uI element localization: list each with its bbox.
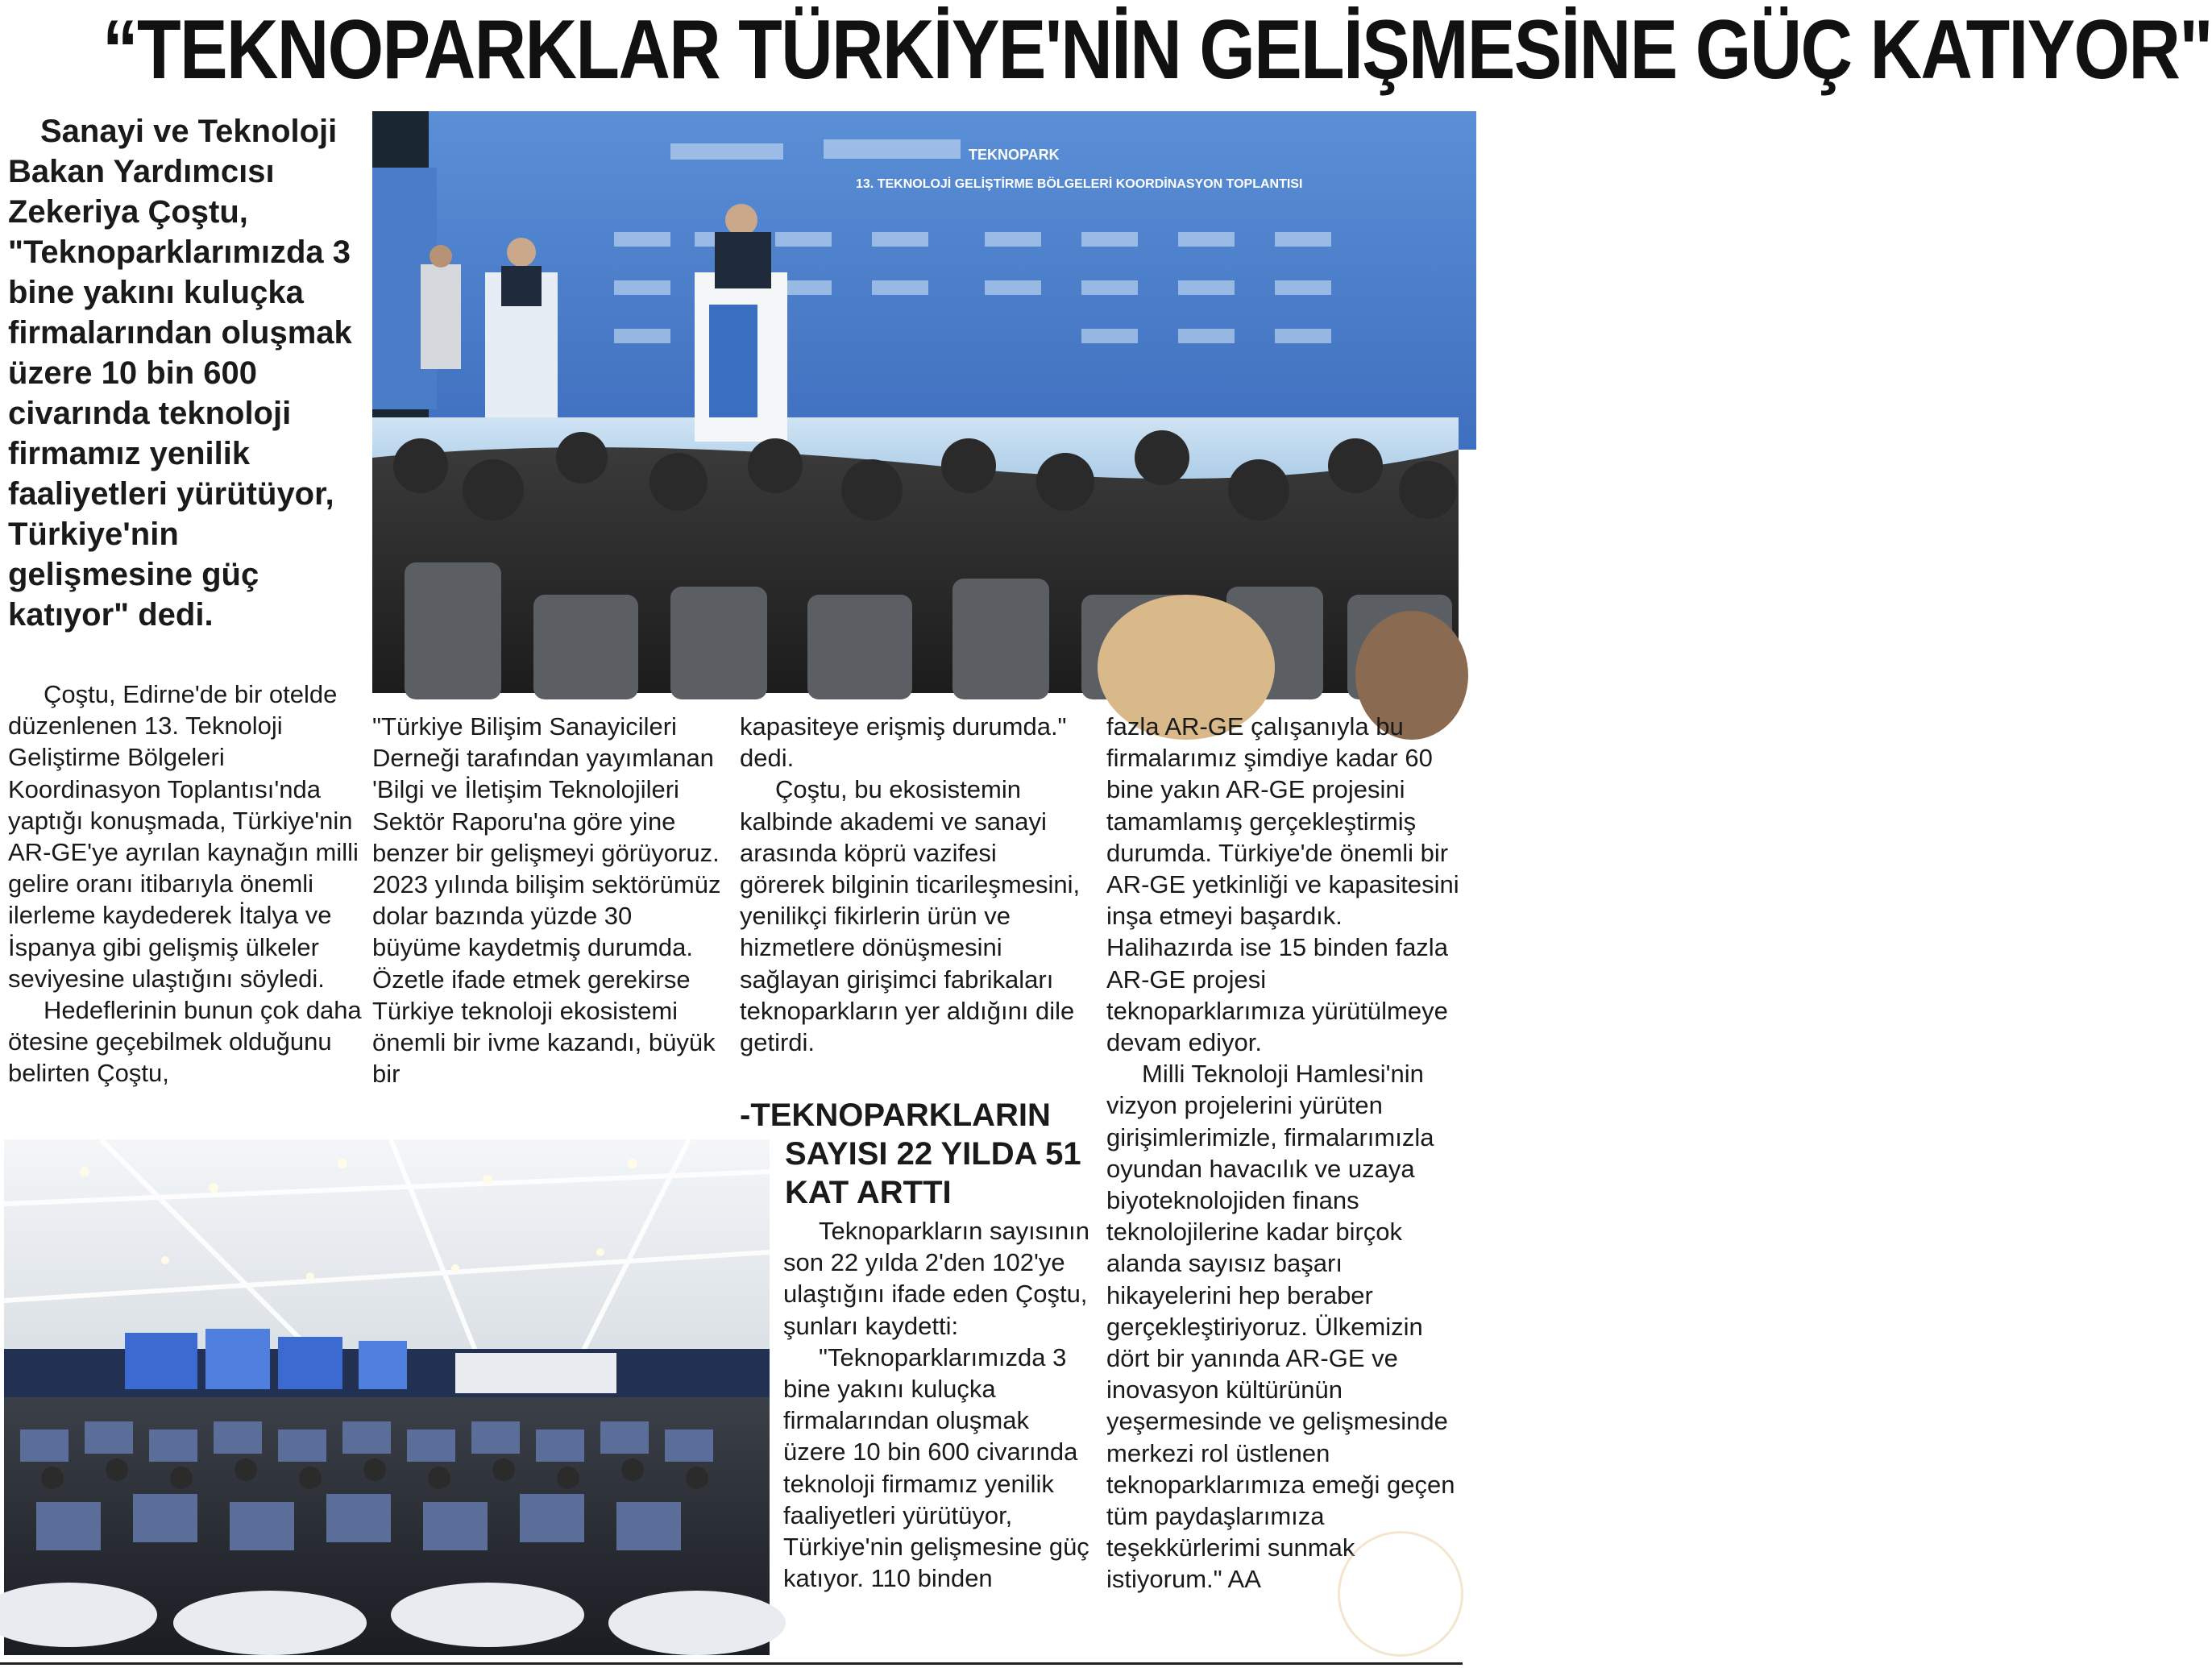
- col1-paragraph-2: Hedeflerinin bunun çok daha ötesine geçebilmek olduğunu belirten Çoştu,: [8, 996, 362, 1088]
- subhead-line-1: -TEKNOPARKLARIN: [740, 1097, 1051, 1133]
- col3-paragraph-4: "Teknoparklarımızda 3 bine yakını kuluçka firmalarından oluşmak üzere 10 bin 600 civarında teknoloji firmamız yenilik faaliyetleri yürütüyor, Türkiye'nin gelişmesine güç katıyor. 110 binden: [783, 1342, 1089, 1593]
- lede-paragraph: Sanayi ve Teknoloji Bakan Yardımcısı Zekeriya Çoştu, "Teknoparklarımızda 3 bine yakını kuluçka firmalarından oluşmak üzere 10 bin 600 civarında teknoloji firmamız yenilik faaliyetleri yürütüyor, Türkiye'nin gelişmesine güç katıyor" dedi.: [8, 114, 352, 633]
- photo-speaker-podium: [372, 111, 1459, 693]
- column-3-lower: [740, 1091, 1086, 1215]
- subhead: [740, 1096, 1086, 1212]
- watermark-logo: [1338, 1531, 1463, 1657]
- col1-paragraph-1: Çoştu, Edirne'de bir otelde düzenlenen 13. Teknoloji Geliştirme Bölgeleri Koordinasyon Toplantısı'nda yaptığı konuşmada, Türkiye'nin AR-GE'ye ayrılan kaynağın milli gelire oranı itibarıyla önemli ilerleme kaydederek İtalya ve İspanya gibi gelişmiş ülkeler seviyesine ulaştığını söyledi.: [8, 680, 359, 993]
- column-4: [1106, 711, 1461, 1595]
- col3-paragraph-2: Çoştu, bu ekosistemin kalbinde akademi ve sanayi arasında köprü vazifesi görerek bilginin ticarileşmesini, yenilikçi fikirlerin ürün ve hizmetlere dönüşmesini sağlayan girişimci fabrikaları teknoparkların yer aldığını dile getirdi.: [740, 775, 1081, 1057]
- col3-paragraph-3: Teknoparkların sayısının son 22 yılda 2'den 102'ye ulaştığını ifade eden Çoştu, şunları kaydetti:: [783, 1217, 1090, 1340]
- column-2: [372, 711, 727, 1089]
- photo-conference-hall: [4, 1139, 770, 1655]
- col3-paragraph-1: kapasiteye erişmiş durumda." dedi.: [740, 712, 1067, 773]
- screen-logo: TEKNOPARK: [969, 147, 1060, 163]
- headline: “TEKNOPARKLAR TÜRKİYE'NİN GELİŞMESİNE GÜÇ KATIYOR": [102, 3, 2212, 97]
- column-3-bottom: [783, 1215, 1089, 1594]
- subhead-line-2: SAYISI 22 YILDA 51 KAT ARTTI: [785, 1136, 1081, 1210]
- screen-title: 13. TEKNOLOJİ GELİŞTİRME BÖLGELERİ KOORDİNASYON TOPLANTISI: [856, 177, 1303, 191]
- col4-paragraph-2: Milli Teknoloji Hamlesi'nin vizyon projelerini yürüten girişimlerimizle, firmalarımızla oyundan havacılık ve uzaya biyoteknolojiden finans teknolojilerine kadar birçok alanda sayısız başarı hikayelerini hep beraber gerçekleştiriyoruz. Ülkemizin dört bir yanında AR-GE ve inovasyon kültürünün yeşermesinde ve gelişmesinde merkezi rol üstlenen teknoparklarımıza emeği geçen tüm paydaşlarımıza teşekkürlerimi sunmak istiyorum." AA: [1106, 1060, 1455, 1594]
- column-1: [8, 678, 363, 1089]
- col4-paragraph-1: fazla AR-GE çalışanıyla bu firmalarımız şimdiye kadar 60 bine yakın AR-GE projesini tamamlamış gerçekleştirmiş durumda. Türkiye'de önemli bir AR-GE yetkinliği ve kapasitesini inşa etmeyi başardık. Halihazırda ise 15 binden fazla AR-GE projesi teknoparklarımıza yürütülmeye devam ediyor.: [1106, 712, 1459, 1057]
- column-3: [740, 711, 1086, 1058]
- bottom-rule: [0, 1662, 1463, 1665]
- col2-paragraph-1: "Türkiye Bilişim Sanayicileri Derneği tarafından yayımlanan 'Bilgi ve İletişim Teknolojileri Sektör Raporu'na göre yine benzer bir gelişmeyi görüyoruz. 2023 yılında bilişim sektörümüz dolar bazında yüzde 30 büyüme kaydetmiş durumda. Özetle ifade etmek gerekirse Türkiye teknoloji ekosistemi önemli bir ivme kazandı, büyük bir: [372, 712, 721, 1089]
